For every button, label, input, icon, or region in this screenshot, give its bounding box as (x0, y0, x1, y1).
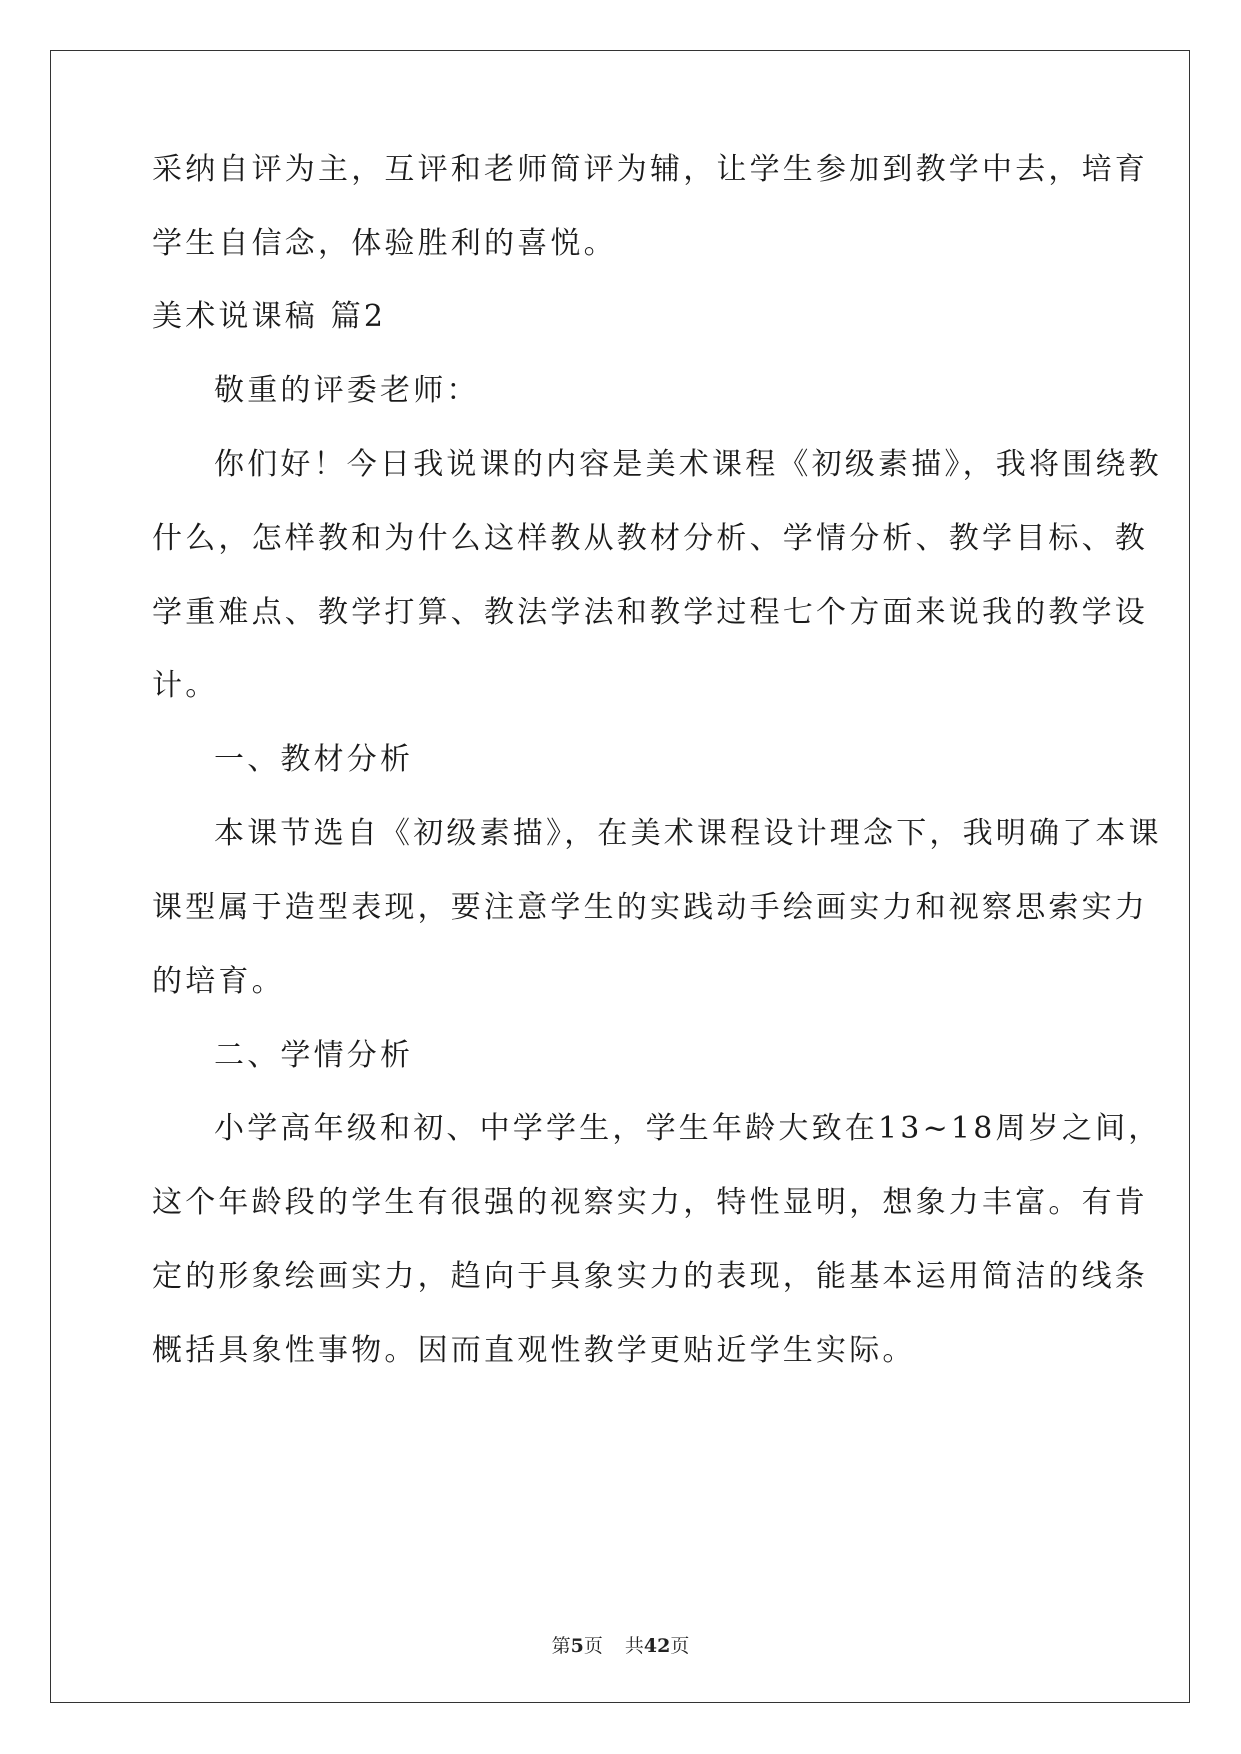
body-line: 课型属于造型表现，要注意学生的实践动手绘画实力和视察思索实力 (152, 890, 1148, 925)
page-total: 42 (643, 1635, 671, 1657)
body-line: 的培育。 (152, 964, 285, 999)
body-line: 什么，怎样教和为什么这样教从教材分析、学情分析、教学目标、教 (152, 521, 1148, 556)
body-line: 采纳自评为主，互评和老师简评为辅，让学生参加到教学中去，培育 (152, 152, 1148, 187)
body-line: 这个年龄段的学生有很强的视察实力，特性显明，想象力丰富。有肯 (152, 1185, 1148, 1220)
page-suffix: 页 (583, 1635, 603, 1657)
body-line: 概括具象性事物。因而直观性教学更贴近学生实际。 (152, 1333, 916, 1368)
subsection-heading: 二、学情分析 (214, 1038, 414, 1073)
total-prefix: 共 (624, 1635, 644, 1657)
body-line: 学重难点、教学打算、教法学法和教学过程七个方面来说我的教学设 (152, 595, 1148, 630)
body-line: 你们好！今日我说课的内容是美术课程《初级素描》，我将围绕教 (214, 447, 1162, 482)
body-line: 计。 (152, 668, 219, 703)
salutation: 敬重的评委老师： (214, 373, 480, 408)
section-heading: 美术说课稿 篇2 (152, 299, 387, 334)
body-line: 学生自信念，体验胜利的喜悦。 (152, 226, 617, 261)
page-current: 5 (570, 1635, 584, 1657)
page-prefix: 第 (551, 1635, 571, 1657)
subsection-heading: 一、教材分析 (214, 742, 414, 777)
total-suffix: 页 (670, 1635, 690, 1657)
body-line: 本课节选自《初级素描》，在美术课程设计理念下，我明确了本课 (214, 816, 1162, 851)
body-line: 定的形象绘画实力，趋向于具象实力的表现，能基本运用简洁的线条 (152, 1259, 1148, 1294)
body-line: 小学高年级和初、中学学生，学生年龄大致在13~18周岁之间， (214, 1111, 1162, 1146)
page-footer (0, 1634, 1241, 1658)
